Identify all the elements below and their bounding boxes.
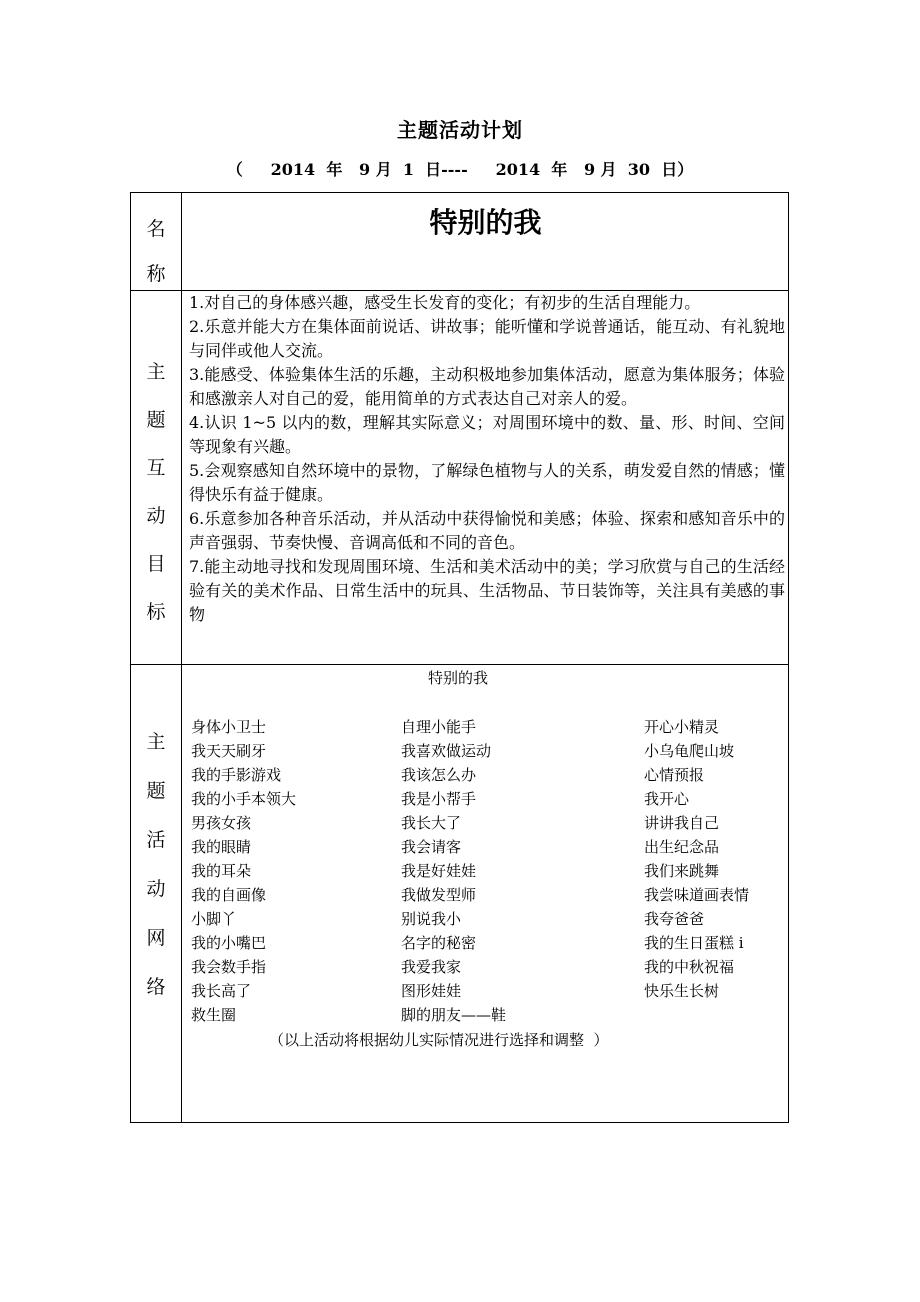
network-title: 特别的我 xyxy=(427,669,488,687)
document-title: 主题活动计划 xyxy=(397,118,523,142)
activity-item: 我长大了 xyxy=(401,814,462,832)
activity-item: 名字的秘密 xyxy=(401,934,477,952)
goal-item: 5.会观察感知自然环境中的景物，了解绿色植物与人的关系，萌发爱自然的情感；懂得快乐有益于健康。 xyxy=(189,461,785,504)
activity-item: 我是小帮手 xyxy=(401,790,477,808)
activity-item: 我天天刷牙 xyxy=(191,742,267,760)
activity-item: 我的自画像 xyxy=(191,886,267,904)
goals-list xyxy=(189,291,785,627)
goal-item: 2.乐意并能大方在集体面前说话、讲故事；能听懂和学说普通话，能互动、有礼貌地与同伴或他人交流。 xyxy=(189,317,785,360)
activity-item: 我会请客 xyxy=(401,838,462,856)
goal-item: 6.乐意参加各种音乐活动，并从活动中获得愉悦和美感；体验、探索和感知音乐中的声音强弱、节奏快慢、音调高低和不同的音色。 xyxy=(189,509,785,552)
activity-item: 我的小嘴巴 xyxy=(191,934,267,952)
goal-item: 4.认识 1~5 以内的数，理解其实际意义；对周围环境中的数、量、形、时间、空间等现象有兴趣。 xyxy=(189,413,785,456)
activity-item: 我的手影游戏 xyxy=(191,766,282,784)
activity-item: 我的眼睛 xyxy=(191,838,252,856)
activity-item: 我的耳朵 xyxy=(191,862,252,880)
network-label: 主 题 活 动 网 络 xyxy=(146,731,166,998)
activity-item: 自理小能手 xyxy=(401,718,477,736)
activity-item: 救生圈 xyxy=(191,1006,237,1024)
activity-column-3 xyxy=(644,715,749,1003)
activity-item: 我开心 xyxy=(644,790,690,808)
activity-item: 开心小精灵 xyxy=(644,718,720,736)
activity-item: 身体小卫士 xyxy=(191,718,267,736)
activity-item: 男孩女孩 xyxy=(191,814,252,832)
activity-item: 我尝味道画表情 xyxy=(644,886,750,904)
plan-table xyxy=(130,192,789,1123)
activity-item: 我做发型师 xyxy=(401,886,477,904)
activity-item: 我的中秋祝福 xyxy=(644,958,735,976)
activity-item: 我长高了 xyxy=(191,982,252,1000)
date-range: （ 2014 年 9 月 1 日---- 2014 年 9 月 30 日） xyxy=(226,160,694,179)
activity-item: 我该怎么办 xyxy=(401,766,477,784)
goals-label: 主 题 互 动 目 标 xyxy=(146,361,166,623)
network-note: （以上活动将根据幼儿实际情况进行选择和调整 ） xyxy=(269,1031,609,1049)
activity-item: 快乐生长树 xyxy=(644,982,720,1000)
activity-item: 脚的朋友——鞋 xyxy=(401,1006,507,1024)
activity-item: 我爱我家 xyxy=(401,958,462,976)
activity-item: 小乌龟爬山坡 xyxy=(644,742,735,760)
activity-item: 小脚丫 xyxy=(191,910,237,928)
row-divider-2 xyxy=(131,664,788,665)
activity-item: 别说我小 xyxy=(401,910,462,928)
goal-item: 1.对自己的身体感兴趣，感受生长发育的变化；有初步的生活自理能力。 xyxy=(189,293,701,312)
goal-item: 7.能主动地寻找和发现周围环境、生活和美术活动中的美；学习欣赏与自己的生活经验有关的美术作品、日常生活中的玩具、生活物品、节日装饰等，关注具有美感的事物 xyxy=(189,557,785,624)
activity-item: 我是好娃娃 xyxy=(401,862,477,880)
goal-item: 3.能感受、体验集体生活的乐趣，主动积极地参加集体活动，愿意为集体服务；体验和感激亲人对自己的爱，能用简单的方式表达自己对亲人的爱。 xyxy=(189,365,785,408)
column-divider xyxy=(181,193,182,1122)
activity-item: 讲讲我自己 xyxy=(644,814,720,832)
activity-item: 我会数手指 xyxy=(191,958,267,976)
activity-column-1 xyxy=(191,715,296,1027)
activity-item: 出生纪念品 xyxy=(644,838,720,856)
activity-column-2 xyxy=(401,715,506,1027)
activity-item: 我喜欢做运动 xyxy=(401,742,492,760)
theme-name: 特别的我 xyxy=(429,206,542,239)
activity-item: 我夸爸爸 xyxy=(644,910,705,928)
activity-item: 我的小手本领大 xyxy=(191,790,297,808)
activity-item: 我的生日蛋糕 i xyxy=(644,934,744,952)
activity-item: 图形娃娃 xyxy=(401,982,462,1000)
activity-item: 心情预报 xyxy=(644,766,705,784)
name-label: 名 称 xyxy=(146,218,166,285)
activity-item: 我们来跳舞 xyxy=(644,862,720,880)
